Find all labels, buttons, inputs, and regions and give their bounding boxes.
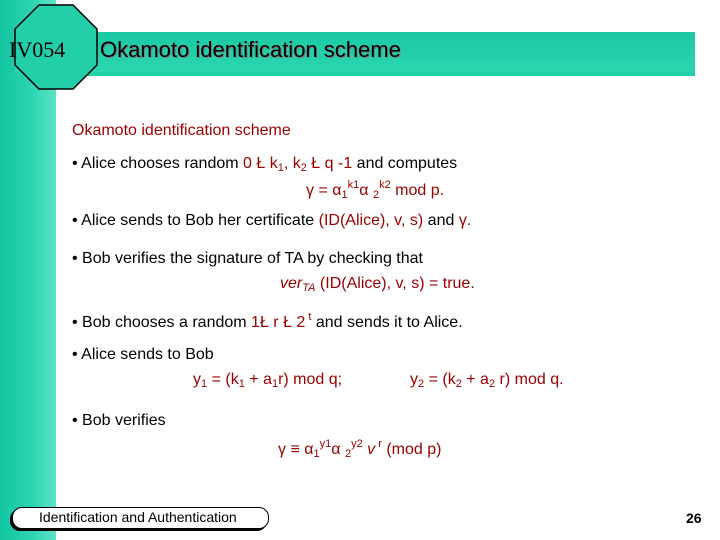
text: • Alice chooses random <box>72 155 244 172</box>
subscript: 2 <box>455 378 462 390</box>
subscript: 1 <box>201 378 208 390</box>
text: = (k <box>424 371 456 388</box>
bullet-1-equation <box>306 179 444 201</box>
text: and <box>423 212 459 229</box>
subscript: 2 <box>488 378 496 390</box>
bullet-5-y1-equation <box>193 371 342 390</box>
text: α <box>359 182 373 199</box>
text: and sends it to Alice. <box>311 314 463 331</box>
superscript: t <box>305 311 312 323</box>
text: and computes <box>352 155 458 172</box>
superscript: k1 <box>347 179 360 191</box>
text: 0 Ł k <box>243 155 278 172</box>
text: v <box>362 441 376 458</box>
bullet-6-line-1: • Bob verifies <box>72 412 166 429</box>
text: Ł q -1 <box>306 155 353 172</box>
subscript: 2 <box>372 189 380 201</box>
bullet-6-equation <box>278 438 441 460</box>
superscript: y1 <box>319 438 332 450</box>
subscript: 2 <box>300 162 307 174</box>
text: ver <box>280 275 303 292</box>
text: (ID(Alice), v, s) = true. <box>315 275 475 292</box>
subscript: 1 <box>238 378 245 390</box>
superscript: r <box>375 438 382 450</box>
bullet-1-line-1 <box>72 155 457 174</box>
footer-text: Identification and Authentication <box>39 509 237 525</box>
text: + a <box>461 371 489 388</box>
subscript: 1 <box>271 378 279 390</box>
subscript: 1 <box>277 162 284 174</box>
text: • Bob chooses a random <box>72 314 252 331</box>
text: γ ≡ α <box>278 441 314 458</box>
gamma: γ. <box>458 212 472 229</box>
page-number: 26 <box>686 510 702 526</box>
badge-label: IV054 <box>9 37 66 62</box>
subscript: TA <box>302 282 316 294</box>
text: r) mod q; <box>278 371 343 388</box>
superscript: y2 <box>351 438 363 450</box>
subscript: 1 <box>341 189 348 201</box>
text: (mod p) <box>381 441 442 458</box>
text: = (k <box>207 371 239 388</box>
bullet-4 <box>72 311 463 332</box>
page-title: Okamoto identification scheme <box>100 37 401 62</box>
bullet-5-y2-equation <box>410 371 564 390</box>
bullet-5-line-1: • Alice sends to Bob <box>72 346 214 363</box>
bullet-3-equation <box>280 275 475 294</box>
bullet-3-line-1: • Bob verifies the signature of TA by checking that <box>72 250 423 267</box>
text: + a <box>244 371 272 388</box>
text: mod p. <box>390 182 445 199</box>
subheading: Okamoto identification scheme <box>72 122 291 139</box>
text: γ = α <box>306 182 342 199</box>
condition <box>243 155 352 172</box>
text: r) mod q. <box>495 371 564 388</box>
condition: 1Ł r Ł 2 <box>251 314 306 331</box>
footer-banner <box>12 507 269 529</box>
subscript: 2 <box>418 378 425 390</box>
subscript: 2 <box>344 448 352 460</box>
superscript: k2 <box>379 179 391 191</box>
text: , k <box>283 155 301 172</box>
text: y <box>410 371 418 388</box>
text: • Alice sends to Bob her certificate <box>72 212 319 229</box>
certificate: (ID(Alice), v, s) <box>318 212 424 229</box>
text: y <box>193 371 201 388</box>
text: α <box>331 441 345 458</box>
bullet-2 <box>72 212 471 230</box>
subscript: 1 <box>313 448 320 460</box>
